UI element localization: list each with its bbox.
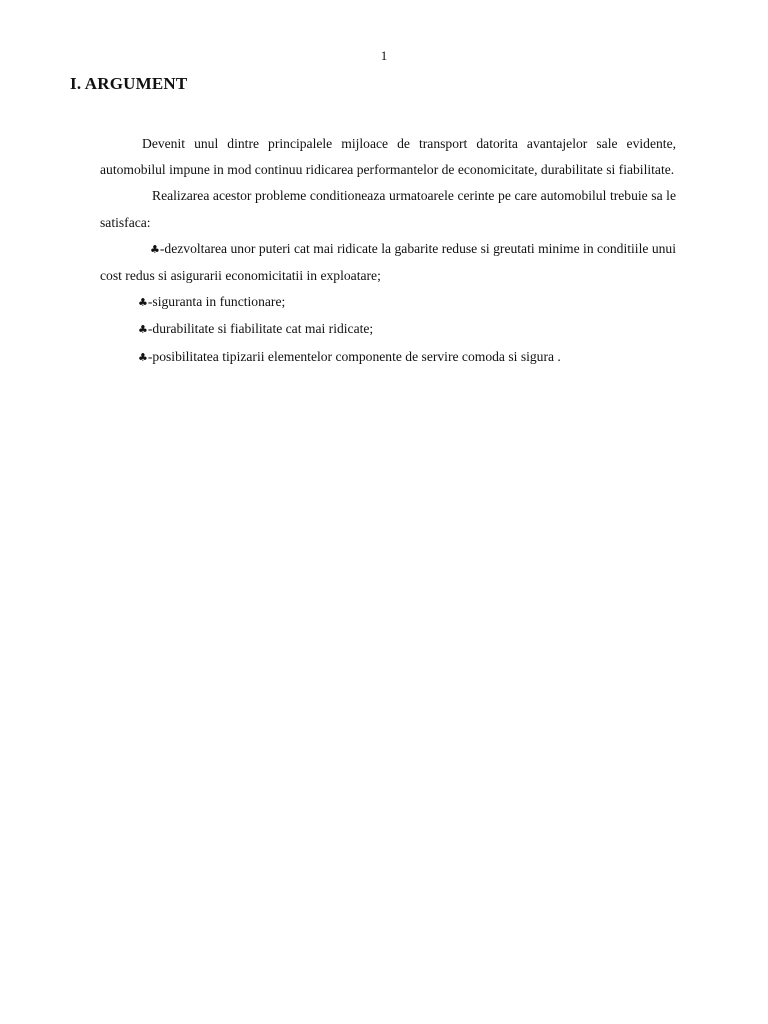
requirement-text: -posibilitatea tipizarii elementelor componente de servire comoda si sigura . [147, 348, 561, 364]
requirement-item [100, 236, 676, 289]
body-text [100, 131, 676, 371]
club-bullet-icon: ♣ [150, 242, 160, 256]
club-bullet-icon: ♣ [138, 323, 148, 337]
requirement-item [100, 316, 676, 343]
paragraph: Devenit unul dintre principalele mijloace de transport datorita avantajelor sale evidente, automobilul impune in mod continuu ridicarea performantelor de economicitate, durabilitate si fiabilitate. [100, 136, 676, 178]
club-bullet-icon: ♣ [138, 350, 148, 364]
club-bullet-icon: ♣ [138, 296, 148, 310]
paragraph: Realizarea acestor probleme conditioneaza urmatoarele cerinte pe care automobilul trebuie sa le satisfaca: [100, 188, 676, 230]
section-heading: I. ARGUMENT [70, 74, 188, 93]
requirement-text: -dezvoltarea unor puteri cat mai ridicate la gabarite reduse si greutati minime in conditiile unui cost redus si asigurarii economicitatii in exploatare; [100, 240, 676, 284]
requirement-item [100, 344, 676, 371]
requirement-text: -durabilitate si fiabilitate cat mai ridicate; [147, 321, 374, 337]
page-number: 1 [380, 48, 388, 63]
requirement-item [100, 289, 676, 316]
requirement-text: -siguranta in functionare; [147, 294, 286, 310]
